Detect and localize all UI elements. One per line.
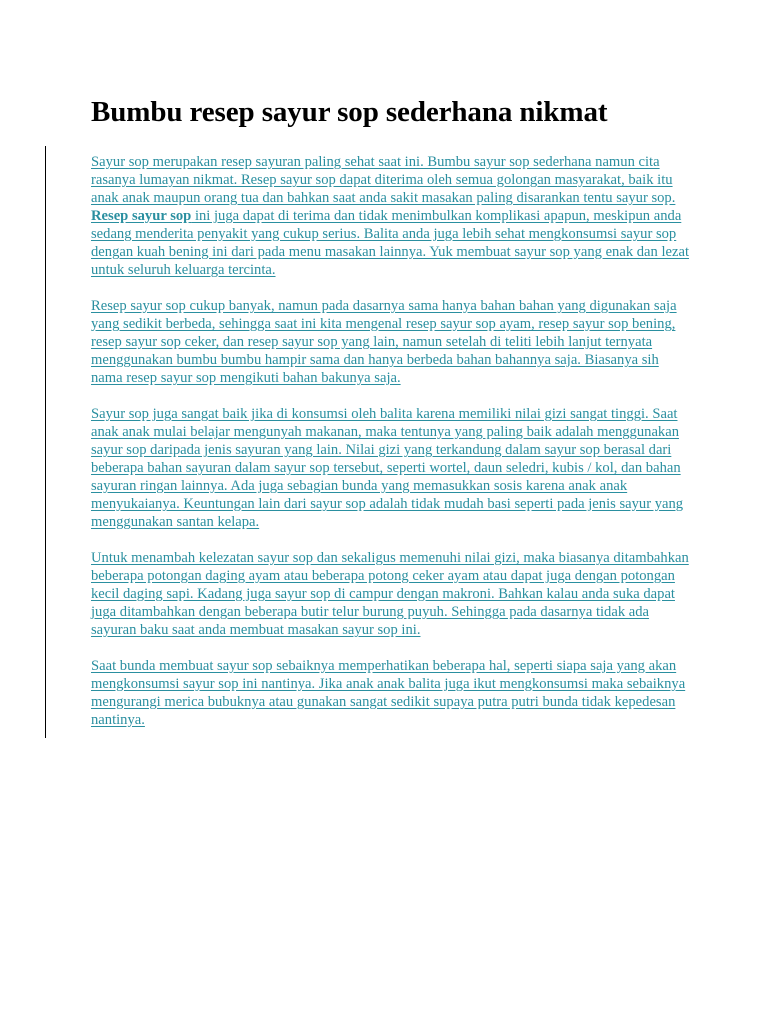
revision-bar	[45, 146, 46, 738]
paragraph-1-text-start: Sayur sop merupakan resep sayuran paling sehat saat ini. Bumbu sayur sop sederhana namun cita rasanya lumayan nikmat. Resep sayur sop dapat diterima oleh semua golongan masyarakat, baik itu anak anak maupun orang tua dan bahkan saat anda sakit masakan paling disarankan tentu sayur sop.	[91, 154, 676, 206]
paragraph-2[interactable]: Resep sayur sop cukup banyak, namun pada dasarnya sama hanya bahan bahan yang digunakan saja yang sedikit berbeda, sehingga saat ini kita mengenal resep sayur sop ayam, resep sayur sop bening, resep sayur sop ceker, dan resep sayur sop yang lain, namun setelah di teliti lebih lanjut ternyata menggunakan bumbu bumbu hampir sama dan hanya berbeda bahan bahannya saja. Biasanya sih nama resep sayur sop mengikuti bahan bakunya saja.	[91, 298, 677, 386]
paragraph-1[interactable]	[91, 153, 691, 279]
document-page	[91, 94, 691, 747]
document-title: Bumbu resep sayur sop sederhana nikmat	[91, 96, 608, 128]
paragraph-1-text-end: ini juga dapat di terima dan tidak menimbulkan komplikasi apapun, meskipun anda sedang menderita penyakit yang cukup serius. Balita anda juga lebih sehat mengkonsumsi sayur sop dengan kuah bening ini dari pada menu masakan lainnya. Yuk membuat sayur sop yang enak dan lezat untuk seluruh keluarga tercinta.	[91, 208, 690, 278]
paragraph-4[interactable]: Untuk menambah kelezatan sayur sop dan sekaligus memenuhi nilai gizi, maka biasanya ditambahkan beberapa potongan daging ayam atau beberapa potong ceker ayam atau dapat juga dengan potongan kecil daging sapi. Kadang juga sayur sop di campur dengan makroni. Bahkan kalau anda suka dapat juga ditambahkan dengan beberapa butir telur burung puyuh. Sehingga pada dasarnya tidak ada sayuran baku saat anda membuat masakan sayur sop ini.	[91, 550, 689, 638]
paragraph-5[interactable]: Saat bunda membuat sayur sop sebaiknya memperhatikan beberapa hal, seperti siapa saja yang akan mengkonsumsi sayur sop ini nantinya. Jika anak anak balita juga ikut mengkonsumsi maka sebaiknya mengurangi merica bubuknya atau gunakan sangat sedikit supaya putra putri bunda tidak kepedesan nantinya.	[91, 658, 686, 728]
paragraph-1-bold-term: Resep sayur sop	[91, 208, 192, 224]
paragraph-3[interactable]: Sayur sop juga sangat baik jika di konsumsi oleh balita karena memiliki nilai gizi sangat tinggi. Saat anak anak mulai belajar mengunyah makanan, maka tentunya yang paling baik adalah menggunakan sayur sop daripada jenis sayuran yang lain. Nilai gizi yang terkandung dalam sayur sop berasal dari beberapa bahan sayuran dalam sayur sop tersebut, seperti wortel, daun seledri, kubis / kol, dan bahan sayuran ringan lainnya. Ada juga sebagian bunda yang memasukkan sosis karena anak anak menyukaianya. Keuntungan lain dari sayur sop adalah tidak mudah basi seperti pada jenis sayur yang menggunakan santan kelapa.	[91, 406, 684, 530]
